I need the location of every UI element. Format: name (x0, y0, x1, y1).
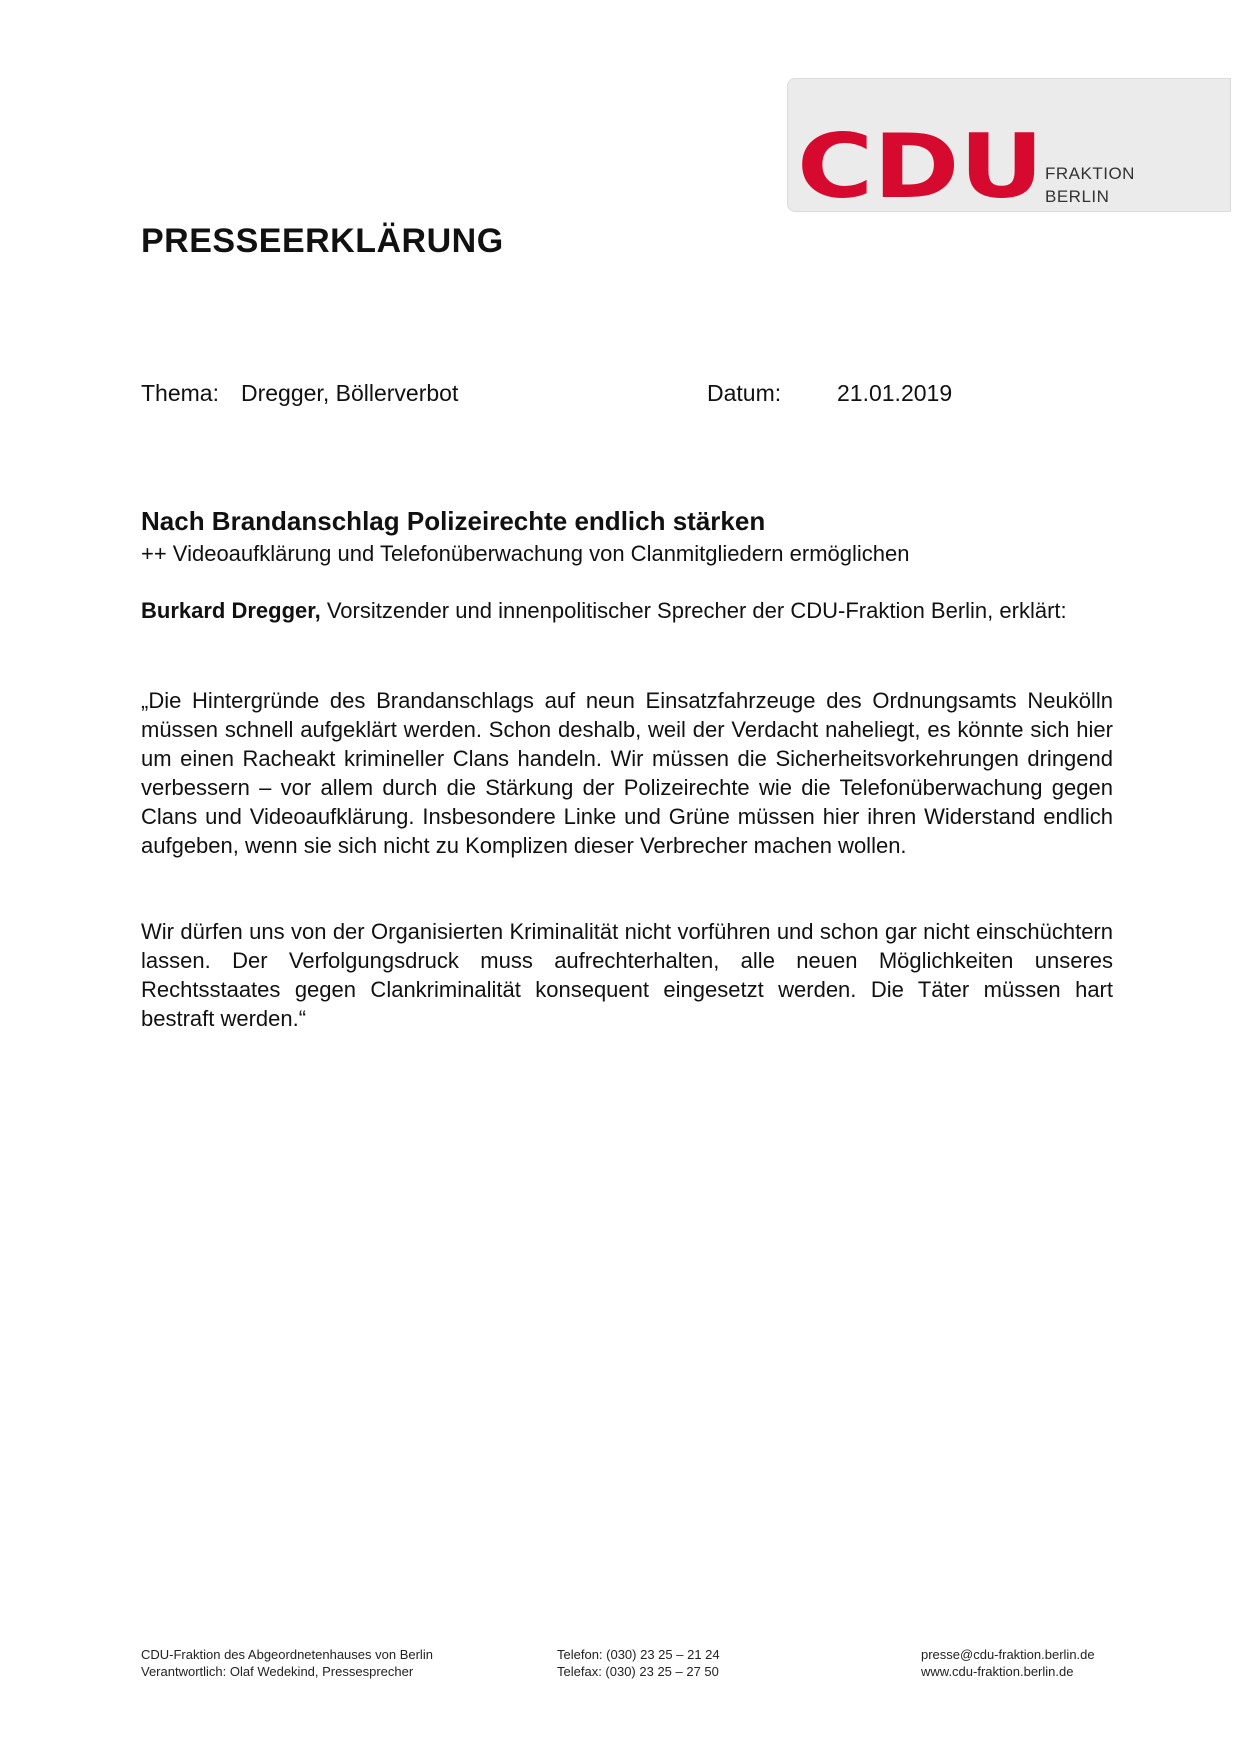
document-type-title: PRESSEERKLÄRUNG (141, 222, 504, 260)
logo-subtitle-line-1: FRAKTION (1045, 164, 1135, 183)
footer-org-name: CDU-Fraktion des Abgeordnetenhauses von Berlin (141, 1647, 433, 1662)
topic-value: Dregger, Böllerverbot (241, 380, 459, 406)
footer-website: www.cdu-fraktion.berlin.de (921, 1664, 1074, 1679)
footer-responsible: Verantwortlich: Olaf Wedekind, Pressesprecher (141, 1664, 414, 1679)
speaker-intro (141, 596, 1113, 625)
headline: Nach Brandanschlag Polizeirechte endlich stärken (141, 506, 766, 536)
logo-wordmark: CDU (797, 115, 1044, 218)
cdu-logo (787, 78, 1231, 218)
footer-organization (141, 1646, 433, 1680)
logo-subtitle (1045, 162, 1135, 208)
footer-phone: Telefon: (030) 23 25 – 21 24 (557, 1647, 720, 1662)
quote-paragraph-1: „Die Hintergründe des Brandanschlags auf neun Einsatzfahrzeuge des Ordnungsamts Neukölln müssen schnell aufgeklärt werden. Schon deshalb, weil der Verdacht naheliegt, es könnte sich hier um einen Racheakt krimineller Clans handeln. Wir müssen die Sicherheitsvorkehrungen dringend verbessern – vor allem durch die Stärkung der Polizeirechte wie die Telefonüberwachung gegen Clans und Videoaufklärung. Insbesondere Linke und Grüne müssen hier ihren Widerstand endlich aufgeben, wenn sie sich nicht zu Komplizen dieser Verbrecher machen wollen. (141, 688, 1113, 858)
subheadline: ++ Videoaufklärung und Telefonüberwachung von Clanmitgliedern ermöglichen (141, 541, 910, 566)
footer-contact-phone (557, 1646, 720, 1680)
date-label: Datum: (707, 380, 782, 406)
speaker-role: Vorsitzender und innenpolitischer Sprecher der CDU-Fraktion Berlin, erklärt: (320, 598, 1067, 623)
logo-subtitle-line-2: BERLIN (1045, 187, 1110, 206)
date-value: 21.01.2019 (837, 380, 953, 406)
topic-label: Thema: (141, 380, 219, 406)
footer-email: presse@cdu-fraktion.berlin.de (921, 1647, 1095, 1662)
footer-contact-web (921, 1646, 1095, 1680)
footer-fax: Telefax: (030) 23 25 – 27 50 (557, 1664, 719, 1679)
quote-paragraph-2: Wir dürfen uns von der Organisierten Kriminalität nicht vorführen und schon gar nicht einschüchtern lassen. Der Verfolgungsdruck muss aufrechterhalten, alle neuen Möglichkeiten unseres Rechtsstaates gegen Clankriminalität konsequent eingesetzt werden. Die Täter müssen hart bestraft werden.“ (141, 919, 1113, 1031)
speaker-name: Burkard Dregger, (141, 598, 321, 623)
